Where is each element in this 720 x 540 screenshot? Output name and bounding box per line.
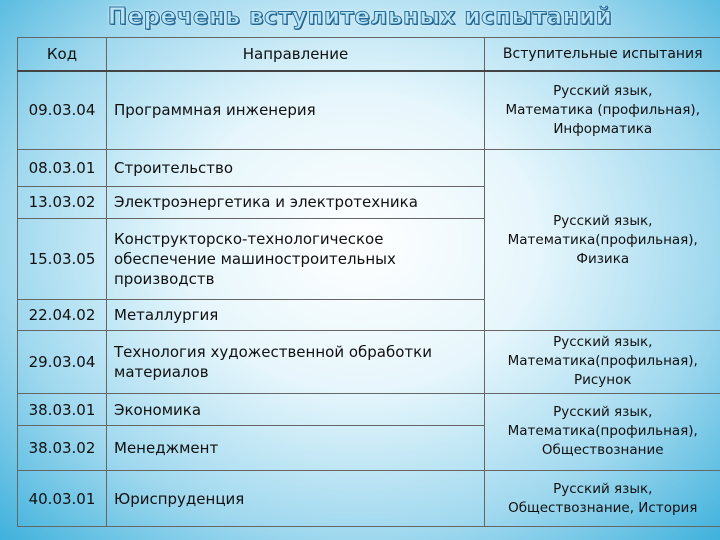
exam-line: Математика (профильная), [505,101,700,118]
exam-line: Математика(профильная), [507,353,698,370]
program-code: 13.03.02 [18,186,107,218]
exam-line: Русский язык, [553,82,653,99]
program-code: 08.03.01 [18,150,107,187]
column-header-direction: Направление [107,38,485,71]
program-name [107,300,485,330]
program-name-line: Экономика [114,400,202,419]
program-code: 22.04.02 [18,300,107,330]
program-name [107,426,485,471]
program-name [107,150,485,187]
program-code: 09.03.04 [18,71,107,150]
exam-line: Физика [576,250,630,267]
program-code: 38.03.01 [18,393,107,425]
program-name [107,71,485,150]
program-name-line: производств [114,270,215,289]
exam-list [485,471,720,527]
program-name-line: материалов [114,362,209,381]
exam-line: Русский язык, [553,334,653,351]
entrance-exams-table [17,37,720,527]
program-name-line: Программная инженерия [114,101,316,120]
program-code: 38.03.02 [18,426,107,471]
exam-line: Русский язык, [553,480,653,497]
exam-line: Русский язык, [553,212,653,229]
program-name [107,219,485,300]
program-name-line: Металлургия [114,306,219,325]
exam-line: Обществознание, История [508,499,698,516]
exam-line: Информатика [553,120,653,137]
program-name-line: Строительство [114,158,234,177]
program-name-line: Менеджмент [114,439,219,458]
column-header-exams: Вступительные испытания [485,38,720,71]
exam-line: Русский язык, [553,404,653,421]
exam-list [485,71,720,150]
table-row [18,71,720,150]
exam-line: Обществознание [541,442,664,459]
program-name-line: обеспечение машиностроительных [114,250,396,269]
program-code: 15.03.05 [18,219,107,300]
column-header-code: Код [18,38,107,71]
program-name [107,186,485,218]
exam-list [485,330,720,393]
table-header-row [18,38,720,71]
program-code: 40.03.01 [18,471,107,527]
program-name-line: Электроэнергетика и электротехника [114,193,418,212]
program-code: 29.03.04 [18,330,107,393]
program-name [107,330,485,393]
program-name-line: Конструкторско-технологическое [114,230,384,249]
exam-list [485,150,720,331]
program-name [107,393,485,425]
exam-line: Математика(профильная), [507,423,698,440]
exam-line: Рисунок [573,372,632,389]
table-row [18,471,720,527]
exam-list [485,393,720,470]
page-title: Перечень вступительных испытаний [107,4,613,30]
program-name [107,471,485,527]
exam-line: Математика(профильная), [507,231,698,248]
table-row [18,330,720,393]
table-row [18,393,720,425]
program-name-line: Юриспруденция [114,489,245,508]
program-name-line: Технология художественной обработки [114,342,432,361]
table-row [18,150,720,187]
